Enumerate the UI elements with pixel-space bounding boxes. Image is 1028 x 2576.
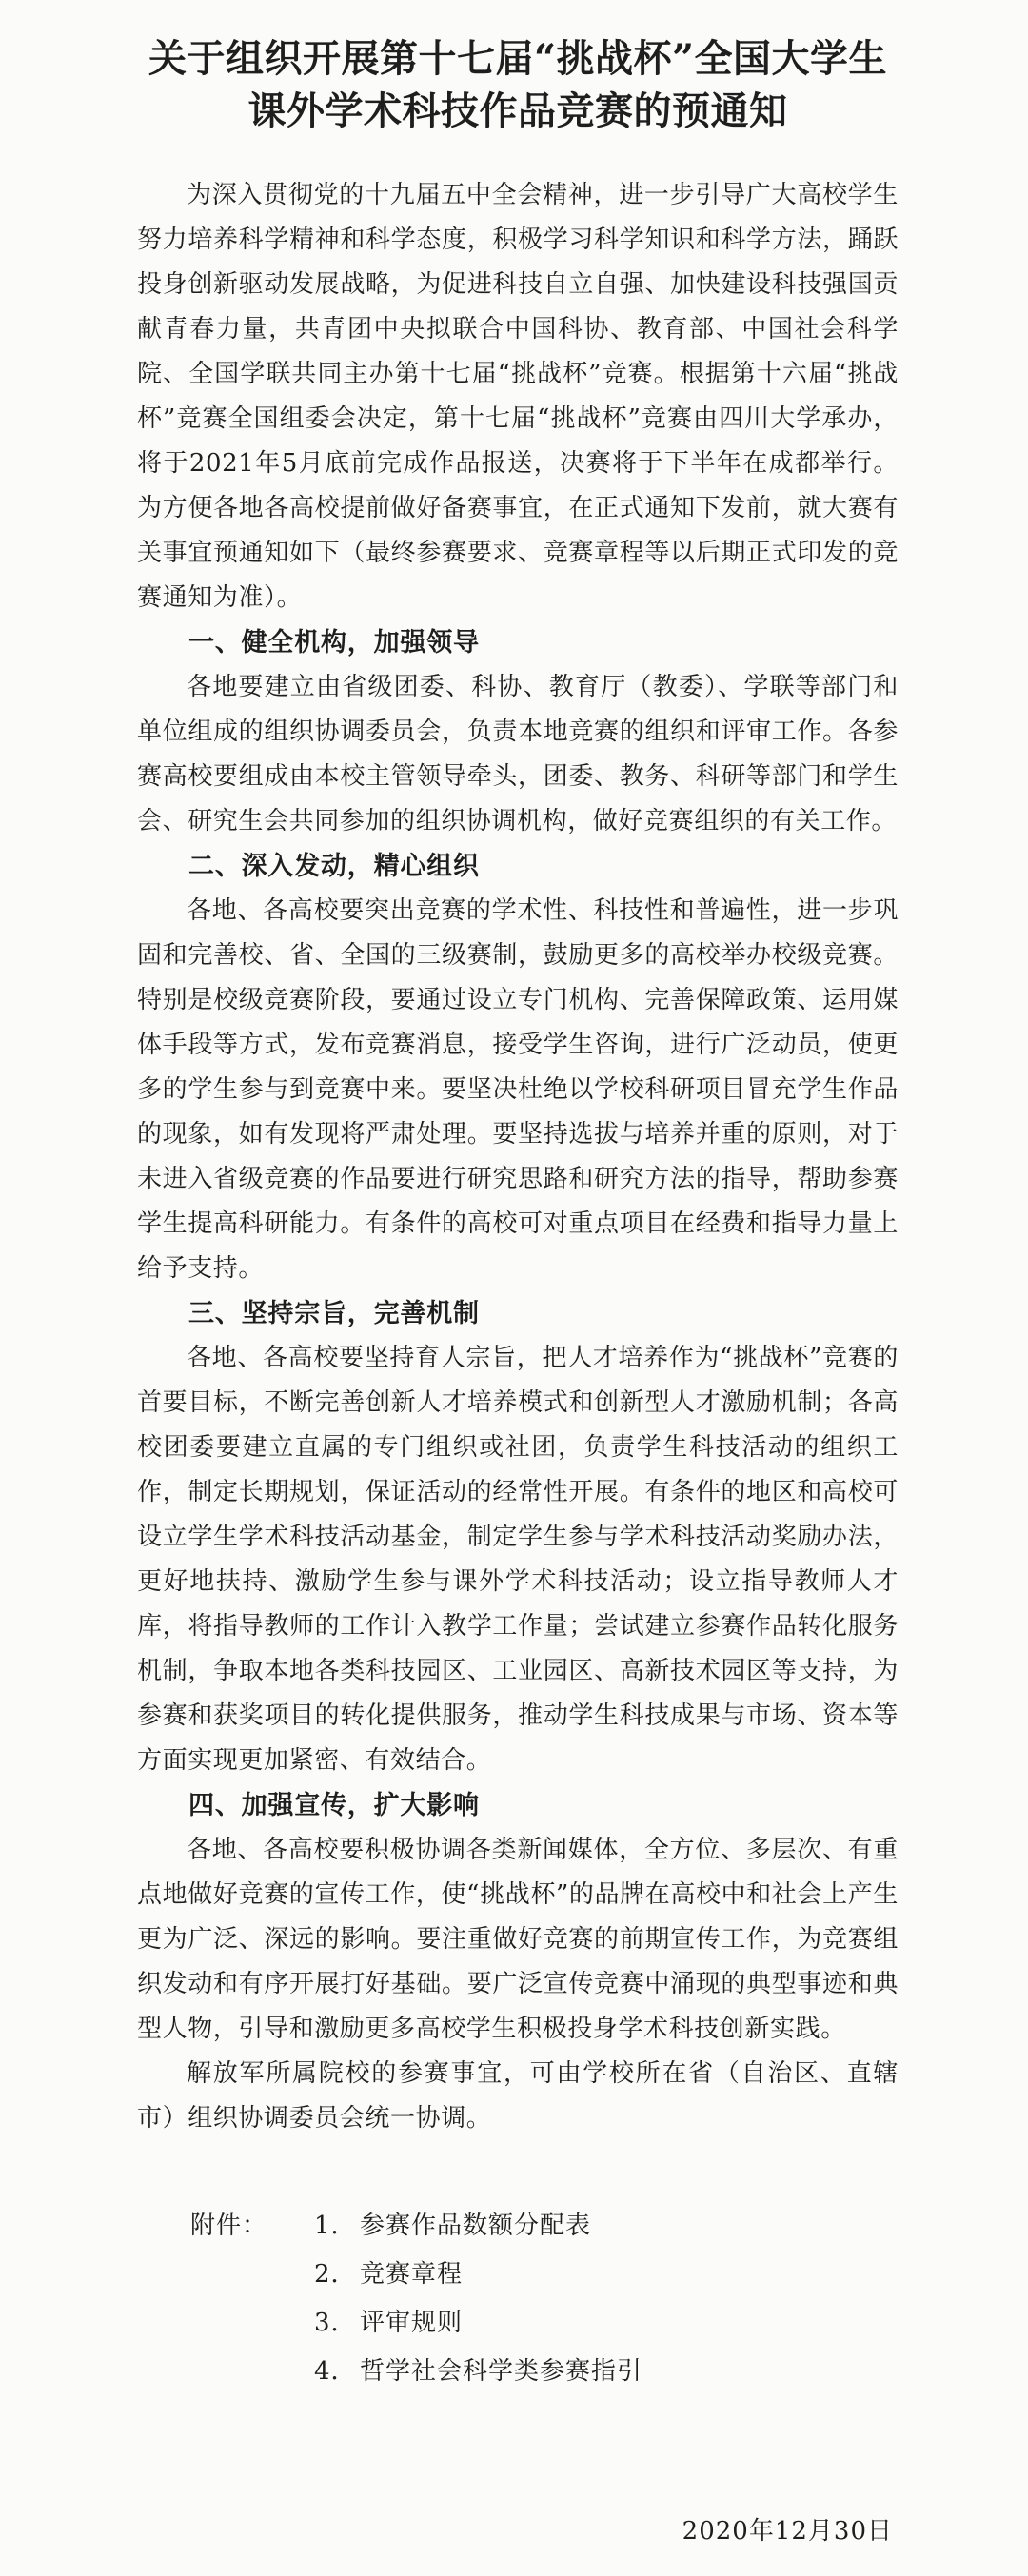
attachment-number: 3． [314, 2309, 357, 2337]
title-line-2: 课外学术科技作品竞赛的预通知 [247, 88, 788, 133]
section-1-heading: 一、健全机构，加强领导 [188, 628, 480, 658]
attachment-item [137, 2348, 899, 2396]
attachment-number: 2． [314, 2260, 357, 2289]
attachment-number: 4． [314, 2357, 357, 2386]
title-line-1: 关于组织开展第十七届“挑战杯”全国大学生 [148, 36, 887, 81]
section-1-body: 各地要建立由省级团委、科协、教育厅（教委）、学联等部门和单位组成的组织协调委员会，负责本地竞赛的组织和评审工作。各参赛高校要组成由本校主管领导牵头，团委、教务、科研等部门和学生会、研究生会共同参加的组织协调机构，做好竞赛组织的有关工作。 [137, 673, 899, 836]
section-4-heading: 四、加强宣传，扩大影响 [188, 1791, 480, 1820]
issue-date: 2020年12月30日 [682, 2517, 893, 2546]
section-4-body: 各地、各高校要积极协调各类新闻媒体，全方位、多层次、有重点地做好竞赛的宣传工作，使“挑战杯”的品牌在高校中和社会上产生更为广泛、深远的影响。要注重做好竞赛的前期宣传工作，为竞赛组织发动和有序开展打好基础。要广泛宣传竞赛中涌现的典型事迹和典型人物，引导和激励更多高校学生积极投身学术科技创新实践。 [137, 1836, 899, 2043]
attachments-label: 附件： [190, 2212, 268, 2240]
document-title [118, 32, 918, 137]
attachment-item [137, 2202, 899, 2251]
intro-paragraph: 为深入贯彻党的十九届五中全会精神，进一步引导广大高校学生努力培养科学精神和科学态度，积极学习科学知识和科学方法，踊跃投身创新驱动发展战略，为促进科技自立自强、加快建设科技强国贡献青春力量，共青团中央拟联合中国科协、教育部、中国社会科学院、全国学联共同主办第十七届“挑战杯”竞赛。根据第十六届“挑战杯”竞赛全国组委会决定，第十七届“挑战杯”竞赛由四川大学承办，将于2021年5月底前完成作品报送，决赛将于下半年在成都举行。为方便各地各高校提前做好备赛事宜，在正式通知下发前，就大赛有关事宜预通知如下（最终参赛要求、竞赛章程等以后期正式印发的竞赛通知为准）。 [137, 181, 899, 612]
attachment-number: 1． [314, 2212, 357, 2240]
section-3-body: 各地、各高校要坚持育人宗旨，把人才培养作为“挑战杯”竞赛的首要目标，不断完善创新人才培养模式和创新型人才激励机制；各高校团委要建立直属的专门组织或社团，负责学生科技活动的组织工作，制定长期规划，保证活动的经常性开展。有条件的地区和高校可设立学生学术科技活动基金，制定学生参与学术科技活动奖励办法，更好地扶持、激励学生参与课外学术科技活动；设立指导教师人才库，将指导教师的工作计入教学工作量；尝试建立参赛作品转化服务机制，争取本地各类科技园区、工业园区、高新技术园区等支持，为参赛和获奖项目的转化提供服务，推动学生科技成果与市场、资本等方面实现更加紧密、有效结合。 [137, 1344, 899, 1775]
section-2-heading: 二、深入发动，精心组织 [188, 852, 480, 881]
section-3-heading: 三、坚持宗旨，完善机制 [188, 1299, 480, 1328]
attachment-title: 参赛作品数额分配表 [360, 2212, 592, 2240]
attachment-item [137, 2299, 899, 2348]
attachment-title: 评审规则 [360, 2309, 464, 2337]
notice-document [137, 32, 899, 2396]
section-2-body: 各地、各高校要突出竞赛的学术性、科技性和普遍性，进一步巩固和完善校、省、全国的三级赛制，鼓励更多的高校举办校级竞赛。特别是校级竞赛阶段，要通过设立专门机构、完善保障政策、运用媒体手段等方式，发布竞赛消息，接受学生咨询，进行广泛动员，使更多的学生参与到竞赛中来。要坚决杜绝以学校科研项目冒充学生作品的现象，如有发现将严肃处理。要坚持选拔与培养并重的原则，对于未进入省级竞赛的作品要进行研究思路和研究方法的指导，帮助参赛学生提高科研能力。有条件的高校可对重点项目在经费和指导力量上给予支持。 [137, 896, 899, 1283]
closing-paragraph: 解放军所属院校的参赛事宜，可由学校所在省（自治区、直辖市）组织协调委员会统一协调。 [137, 2059, 899, 2133]
attachment-title: 竞赛章程 [360, 2260, 464, 2289]
attachment-title: 哲学社会科学类参赛指引 [360, 2357, 643, 2386]
attachments-list [137, 2202, 899, 2396]
attachment-item [137, 2251, 899, 2299]
